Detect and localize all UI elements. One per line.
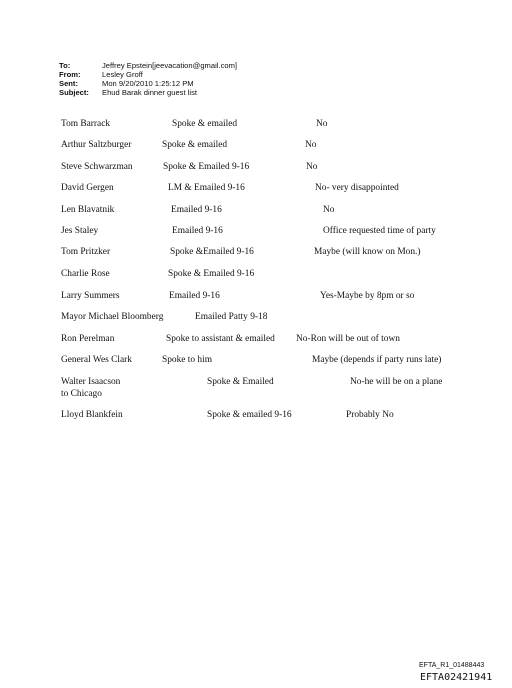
subject-value: Ehud Barak dinner guest list bbox=[102, 88, 197, 97]
from-label: From: bbox=[59, 70, 81, 79]
document-id-secondary: EFTA02421941 bbox=[420, 672, 493, 683]
guest-contact: Spoke &Emailed 9-16 bbox=[170, 247, 254, 257]
guest-status: No bbox=[316, 119, 328, 129]
subject-label: Subject: bbox=[59, 88, 89, 97]
guest-contact: Emailed 9-16 bbox=[171, 205, 222, 215]
guest-contact: Spoke & Emailed bbox=[207, 377, 274, 387]
guest-row bbox=[0, 333, 512, 347]
guest-name: General Wes Clark bbox=[61, 355, 132, 365]
sent-label: Sent: bbox=[59, 79, 78, 88]
guest-row bbox=[0, 139, 512, 153]
guest-status: No- very disappointed bbox=[315, 183, 399, 193]
guest-status: Yes-Maybe by 8pm or so bbox=[320, 291, 415, 301]
guest-row bbox=[0, 161, 512, 175]
guest-name: Walter Isaacson bbox=[61, 377, 121, 387]
guest-name: Tom Barrack bbox=[61, 119, 111, 129]
guest-status: No bbox=[323, 205, 335, 215]
guest-row bbox=[0, 246, 512, 260]
guest-contact: Emailed 9-16 bbox=[172, 226, 223, 236]
guest-name: Lloyd Blankfein bbox=[61, 410, 123, 420]
guest-contact: Spoke to him bbox=[162, 355, 213, 365]
guest-row bbox=[0, 290, 512, 304]
guest-name-line2: to Chicago bbox=[61, 389, 102, 399]
guest-row bbox=[0, 354, 512, 368]
guest-contact: Spoke & Emailed 9-16 bbox=[163, 162, 250, 172]
sent-value: Mon 9/20/2010 1:25:12 PM bbox=[102, 79, 194, 88]
to-value: Jeffrey Epstein[jeevacation@gmail.com] bbox=[102, 61, 238, 70]
guest-status: Probably No bbox=[346, 410, 394, 420]
guest-name: Ron Perelman bbox=[61, 334, 115, 344]
document-id: EFTA_R1_01488443 bbox=[419, 662, 485, 669]
guest-name: Arthur Saltzburger bbox=[61, 140, 132, 150]
guest-row-continuation bbox=[0, 388, 512, 402]
guest-status: No-Ron will be out of town bbox=[296, 334, 400, 344]
guest-contact: LM & Emailed 9-16 bbox=[168, 183, 245, 193]
guest-status: Maybe (will know on Mon.) bbox=[314, 247, 421, 257]
guest-row bbox=[0, 182, 512, 196]
guest-contact: Spoke & emailed bbox=[172, 119, 238, 129]
guest-row bbox=[0, 311, 512, 325]
guest-name: Steve Schwarzman bbox=[61, 162, 133, 172]
guest-contact: Spoke to assistant & emailed bbox=[166, 334, 275, 344]
guest-status: No bbox=[306, 162, 318, 172]
guest-name: Jes Staley bbox=[61, 226, 99, 236]
to-label: To: bbox=[59, 61, 71, 70]
guest-row bbox=[0, 204, 512, 218]
guest-name: David Gergen bbox=[61, 183, 114, 193]
guest-row bbox=[0, 268, 512, 282]
guest-contact: Spoke & emailed 9-16 bbox=[207, 410, 292, 420]
guest-status: No-he will be on a plane bbox=[350, 377, 443, 387]
guest-status: No bbox=[305, 140, 317, 150]
guest-status: Maybe (depends if party runs late) bbox=[312, 355, 442, 365]
guest-name: Larry Summers bbox=[61, 291, 120, 301]
guest-row bbox=[0, 118, 512, 132]
guest-name: Mayor Michael Bloomberg bbox=[61, 312, 164, 322]
guest-status: Office requested time of party bbox=[323, 226, 436, 236]
guest-row bbox=[0, 225, 512, 239]
guest-contact: Spoke & Emailed 9-16 bbox=[168, 269, 255, 279]
guest-contact: Emailed 9-16 bbox=[169, 291, 220, 301]
guest-name: Len Blavatnik bbox=[61, 205, 115, 215]
guest-contact: Spoke & emailed bbox=[162, 140, 228, 150]
guest-name: Tom Pritzker bbox=[61, 247, 111, 257]
guest-contact: Emailed Patty 9-18 bbox=[195, 312, 268, 322]
guest-name: Charlie Rose bbox=[61, 269, 110, 279]
guest-row bbox=[0, 409, 512, 423]
from-value: Lesley Groff bbox=[102, 70, 143, 79]
